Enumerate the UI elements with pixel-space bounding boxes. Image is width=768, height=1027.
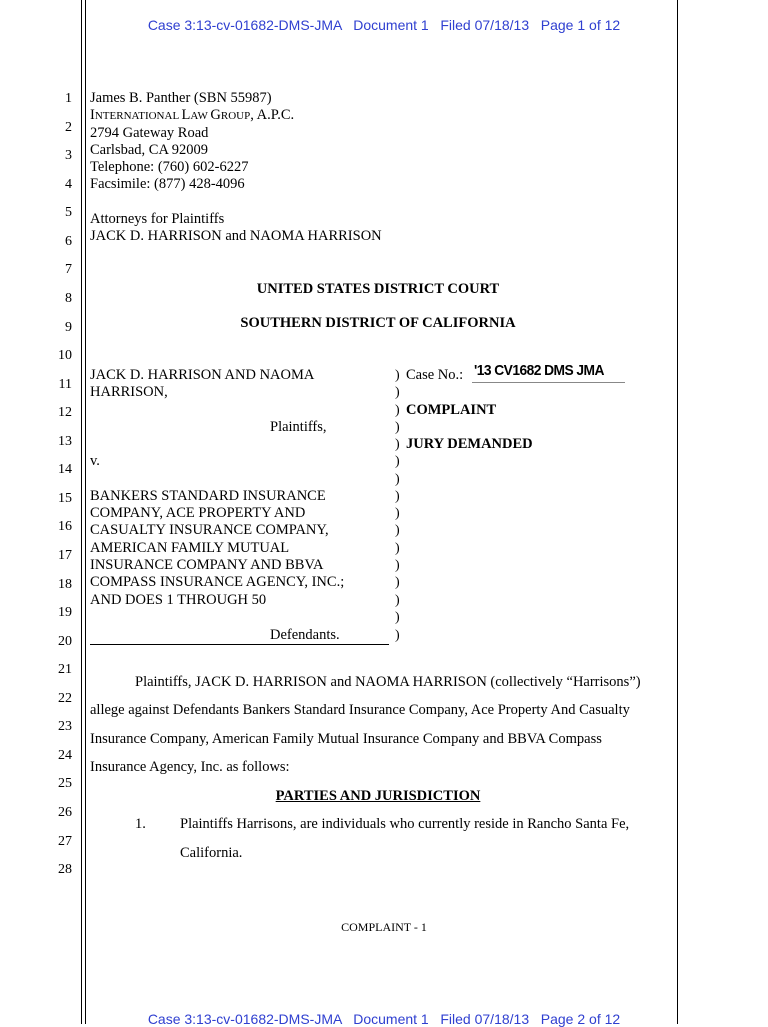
page-header: Case 3:13-cv-01682-DMS-JMA Document 1 Filed 07/18/13 Page 1 of 12 [147, 17, 621, 33]
page-footer: COMPLAINT - 1 [341, 920, 427, 934]
caption-paren: ) [395, 454, 400, 469]
defendant-line: COMPANY, ACE PROPERTY AND [90, 505, 306, 521]
line-number: 9 [65, 320, 72, 335]
caption-paren: ) [395, 558, 400, 573]
line-number: 28 [58, 862, 72, 877]
client-names: JACK D. HARRISON and NAOMA HARRISON [90, 228, 382, 244]
line-number: 7 [65, 262, 72, 277]
jury-demanded: JURY DEMANDED [406, 436, 533, 452]
defendant-line: BANKERS STANDARD INSURANCE [90, 488, 326, 504]
caption-underline [90, 644, 389, 645]
case-no-label: Case No.: [406, 367, 464, 383]
line-number: 14 [58, 462, 72, 477]
line-number: 19 [58, 605, 72, 620]
line-number: 24 [58, 748, 72, 763]
court-district: SOUTHERN DISTRICT OF CALIFORNIA [240, 315, 516, 331]
firm-city: Carlsbad, CA 92009 [90, 142, 209, 158]
paragraph-line: Plaintiffs Harrisons, are individuals who currently reside in Rancho Santa Fe, [180, 816, 630, 832]
margin-rule-right [677, 0, 678, 1024]
margin-rule-left-inner [85, 0, 86, 1024]
margin-rule-left-outer [81, 0, 82, 1024]
plaintiffs-label: Plaintiffs, [270, 419, 327, 435]
line-number: 20 [58, 634, 72, 649]
firm-facsimile: Facsimile: (877) 428-4096 [90, 176, 245, 192]
caption-paren: ) [395, 523, 400, 538]
caption-paren: ) [395, 489, 400, 504]
defendant-line: CASUALTY INSURANCE COMPANY, [90, 522, 329, 538]
versus: v. [90, 453, 100, 469]
caption-paren: ) [395, 541, 400, 556]
caption-paren: ) [395, 385, 400, 400]
line-number: 10 [58, 348, 72, 363]
firm-telephone: Telephone: (760) 602-6227 [90, 159, 249, 175]
line-number: 15 [58, 491, 72, 506]
intro-line: Plaintiffs, JACK D. HARRISON and NAOMA HARRISON (collectively “Harrisons”) [135, 674, 641, 690]
caption-paren: ) [395, 437, 400, 452]
next-page-header: Case 3:13-cv-01682-DMS-JMA Document 1 Filed 07/18/13 Page 2 of 12 [147, 1011, 621, 1027]
line-number: 8 [65, 291, 72, 306]
line-number: 17 [58, 548, 72, 563]
paragraph-line: California. [180, 845, 243, 861]
line-number: 13 [58, 434, 72, 449]
line-number: 3 [65, 148, 72, 163]
defendants-label: Defendants. [270, 627, 340, 643]
complaint-title: COMPLAINT [406, 402, 497, 418]
line-number: 2 [65, 120, 72, 135]
line-number: 25 [58, 776, 72, 791]
court-name: UNITED STATES DISTRICT COURT [256, 281, 500, 297]
line-number: 23 [58, 719, 72, 734]
section-heading: PARTIES AND JURISDICTION [275, 788, 481, 804]
defendant-line: AMERICAN FAMILY MUTUAL [90, 540, 290, 556]
paragraph-number: 1. [135, 816, 146, 832]
line-number: 16 [58, 519, 72, 534]
plaintiffs-names-line2: HARRISON, [90, 384, 168, 400]
intro-line: Insurance Company, American Family Mutual Insurance Company and BBVA Compass [90, 731, 602, 747]
caption-paren: ) [395, 575, 400, 590]
line-number: 18 [58, 577, 72, 592]
line-number: 4 [65, 177, 72, 192]
caption-paren: ) [395, 593, 400, 608]
intro-line: allege against Defendants Bankers Standard Insurance Company, Ace Property And Casualty [90, 702, 630, 718]
line-number: 11 [58, 377, 72, 392]
defendant-line: COMPASS INSURANCE AGENCY, INC.; [90, 574, 345, 590]
line-number: 21 [58, 662, 72, 677]
line-number: 22 [58, 691, 72, 706]
caption-paren: ) [395, 368, 400, 383]
line-number: 1 [65, 91, 72, 106]
plaintiffs-names-line1: JACK D. HARRISON AND NAOMA [90, 367, 315, 383]
defendant-line: AND DOES 1 THROUGH 50 [90, 592, 267, 608]
attorney-name: James B. Panther (SBN 55987) [90, 90, 272, 106]
caption-paren: ) [395, 610, 400, 625]
case-number-stamp: '13 CV1682 DMS JMA [474, 362, 604, 379]
line-number: 5 [65, 205, 72, 220]
line-number: 6 [65, 234, 72, 249]
line-number: 26 [58, 805, 72, 820]
firm-street: 2794 Gateway Road [90, 125, 209, 141]
attorneys-for-label: Attorneys for Plaintiffs [90, 211, 225, 227]
caption-paren: ) [395, 403, 400, 418]
line-number: 27 [58, 834, 72, 849]
caption-paren: ) [395, 506, 400, 521]
caption-paren: ) [395, 628, 400, 643]
defendant-line: INSURANCE COMPANY AND BBVA [90, 557, 324, 573]
intro-line: Insurance Agency, Inc. as follows: [90, 759, 290, 775]
law-firm-name: INTERNATIONAL LAW GROUP, A.P.C. [90, 107, 295, 123]
caption-paren: ) [395, 420, 400, 435]
case-no-underline [472, 382, 625, 383]
line-number: 12 [58, 405, 72, 420]
caption-paren: ) [395, 472, 400, 487]
